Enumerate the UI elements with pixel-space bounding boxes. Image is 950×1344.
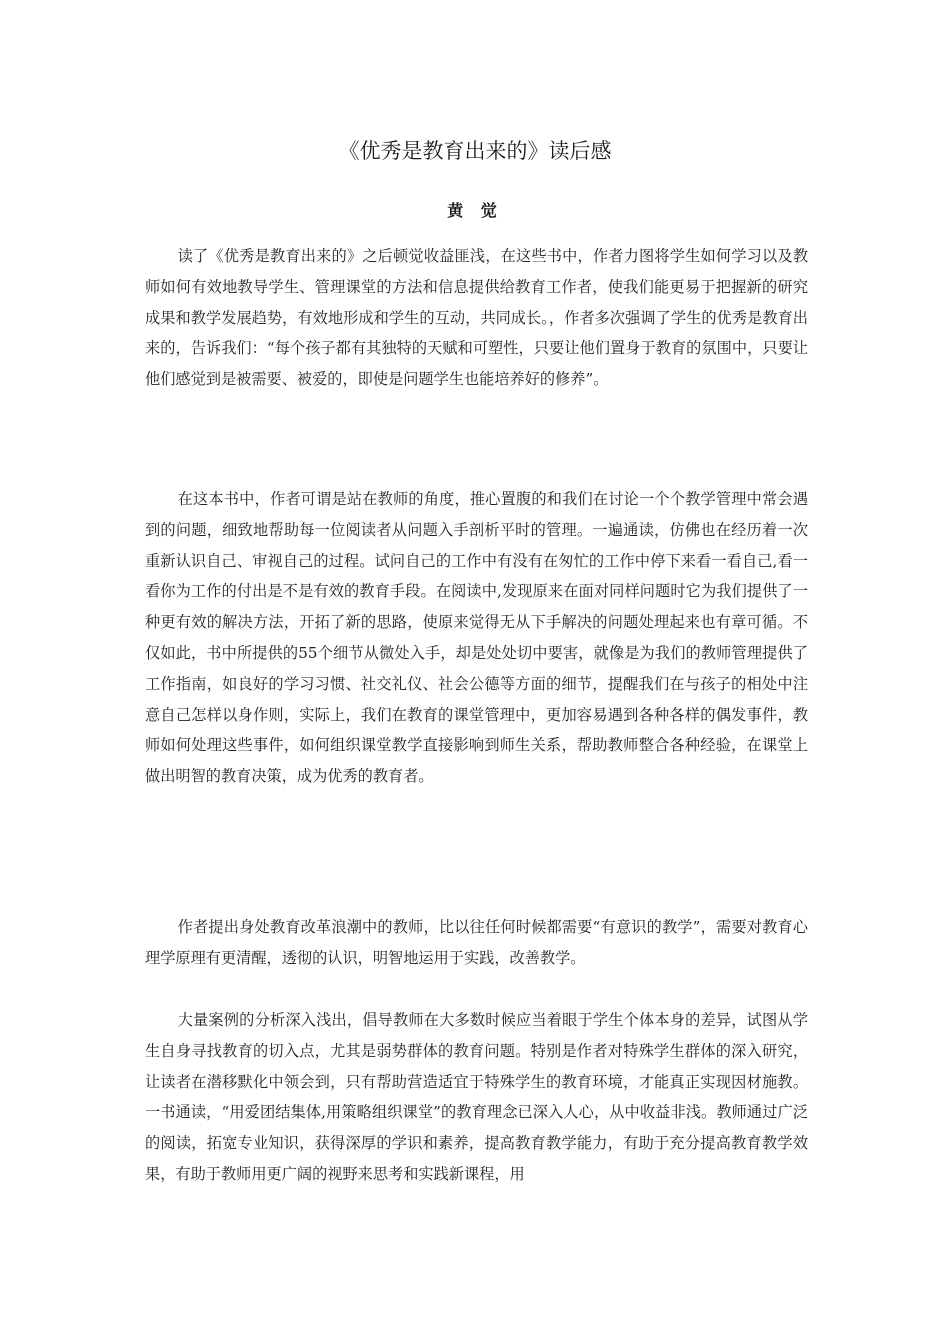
body-paragraph: 作者提出身处教育改革浪潮中的教师，比以往任何时候都需要“有意识的教学”，需要对教育心理学原理有更清醒，透彻的认识，明智地运用于实践，改善教学。 [145,918,808,967]
document-author: 黄 觉 [447,201,503,220]
document-title: 《优秀是教育出来的》读后感 [338,139,612,163]
body-paragraph: 在这本书中，作者可谓是站在教师的角度，推心置腹的和我们在讨论一个个教学管理中常会遇到的问题，细致地帮助每一位阅读者从问题入手剖析平时的管理。一遍通读，仿佛也在经历着一次重新认识自己、审视自己的过程。试问自己的工作中有没有在匆忙的工作中停下来看一看自己,看一看你为工作的付出是不是有效的教育手段。在阅读中,发现原来在面对同样问题时它为我们提供了一种更有效的解决方法，开拓了新的思路，使原来觉得无从下手解决的问题处理起来也有章可循。不仅如此，书中所提供的55个细节从微处入手，却是处处切中要害，就像是为我们的教师管理提供了工作指南，如良好的学习习惯、社交礼仪、社会公德等方面的细节，提醒我们在与孩子的相处中注意自己怎样以身作则，实际上，我们在教育的课堂管理中，更加容易遇到各种各样的偶发事件，教师如何处理这些事件，如何组织课堂教学直接影响到师生关系，帮助教师整合各种经验，在课堂上做出明智的教育决策，成为优秀的教育者。 [145,490,808,786]
body-paragraph: 读了《优秀是教育出来的》之后顿觉收益匪浅，在这些书中，作者力图将学生如何学习以及教师如何有效地教导学生、管理课堂的方法和信息提供给教育工作者，使我们能更易于把握新的研究成果和教学发展趋势，有效地形成和学生的互动，共同成长。，作者多次强调了学生的优秀是教育出来的，告诉我们：“每个孩子都有其独特的天赋和可塑性，只要让他们置身于教育的氛围中，只要让他们感觉到是被需要、被爱的，即使是问题学生也能培养好的修养”。 [145,247,808,389]
body-paragraph: 大量案例的分析深入浅出，倡导教师在大多数时候应当着眼于学生个体本身的差异，试图从学生自身寻找教育的切入点，尤其是弱势群体的教育问题。特别是作者对特殊学生群体的深入研究，让读者在潜移默化中领会到，只有帮助营造适宜于特殊学生的教育环境，才能真正实现因材施教。一书通读，“用爱团结集体,用策略组织课堂”的教育理念已深入人心，从中收益非浅。教师通过广泛的阅读，拓宽专业知识，获得深厚的学识和素养，提高教育教学能力，有助于充分提高教育教学效果，有助于教师用更广阔的视野来思考和实践新课程，用 [145,1011,808,1183]
